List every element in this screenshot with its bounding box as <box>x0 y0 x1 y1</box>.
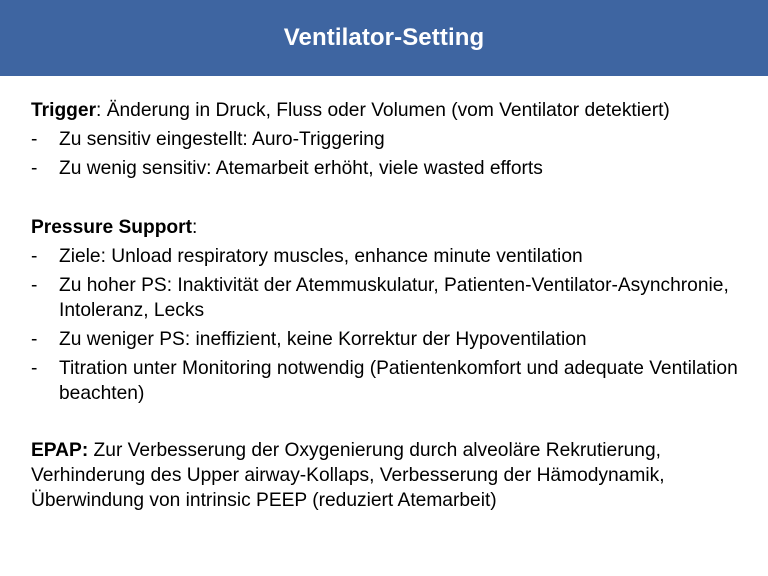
trigger-heading <box>31 96 751 125</box>
bullet-text: Zu weniger PS: ineffizient, keine Korrektur der Hypoventilation <box>59 329 587 350</box>
slide-title: Ventilator-Setting <box>283 24 485 51</box>
bullet-text: Zu wenig sensitiv: Atemarbeit erhöht, viele wasted efforts <box>59 158 543 179</box>
bullet-dash: - <box>31 329 38 350</box>
bullet-dash: - <box>31 246 38 267</box>
trigger-label: Trigger <box>31 100 97 121</box>
spacer <box>31 183 751 213</box>
epap-paragraph <box>31 438 751 513</box>
bullet-text: Zu sensitiv eingestellt: Auro-Triggering <box>59 129 385 150</box>
pressure-support-heading <box>31 213 751 242</box>
trigger-bullet <box>31 154 751 183</box>
slide-content <box>31 96 751 513</box>
pressure-support-bullet <box>31 271 751 325</box>
pressure-support-bullet <box>31 354 751 408</box>
bullet-text: Ziele: Unload respiratory muscles, enhance minute ventilation <box>59 246 583 267</box>
bullet-text: Titration unter Monitoring notwendig (Patientenkomfort und adequate Ventilation beachten) <box>59 358 738 404</box>
pressure-support-bullet <box>31 242 751 271</box>
pressure-support-bullet <box>31 325 751 354</box>
spacer <box>31 408 751 438</box>
bullet-dash: - <box>31 129 38 150</box>
pressure-support-suffix: : <box>192 217 198 238</box>
bullet-dash: - <box>31 358 38 379</box>
title-bar <box>0 0 768 76</box>
bullet-text: Zu hoher PS: Inaktivität der Atemmuskulatur, Patienten-Ventilator-Asynchronie, Intoleranz, Lecks <box>59 275 729 321</box>
epap-label: EPAP: <box>31 440 89 461</box>
pressure-support-label: Pressure Support <box>31 217 193 238</box>
epap-text: Zur Verbesserung der Oxygenierung durch alveoläre Rekrutierung, Verhinderung des Upper airway-Kollaps, Verbesserung der Hämodynamik, Überwindung von intrinsic PEEP (reduziert Atemarbeit) <box>31 440 665 511</box>
trigger-text: : Änderung in Druck, Fluss oder Volumen (vom Ventilator detektiert) <box>96 100 670 121</box>
bullet-dash: - <box>31 275 38 296</box>
bullet-dash: - <box>31 158 38 179</box>
trigger-bullet <box>31 125 751 154</box>
